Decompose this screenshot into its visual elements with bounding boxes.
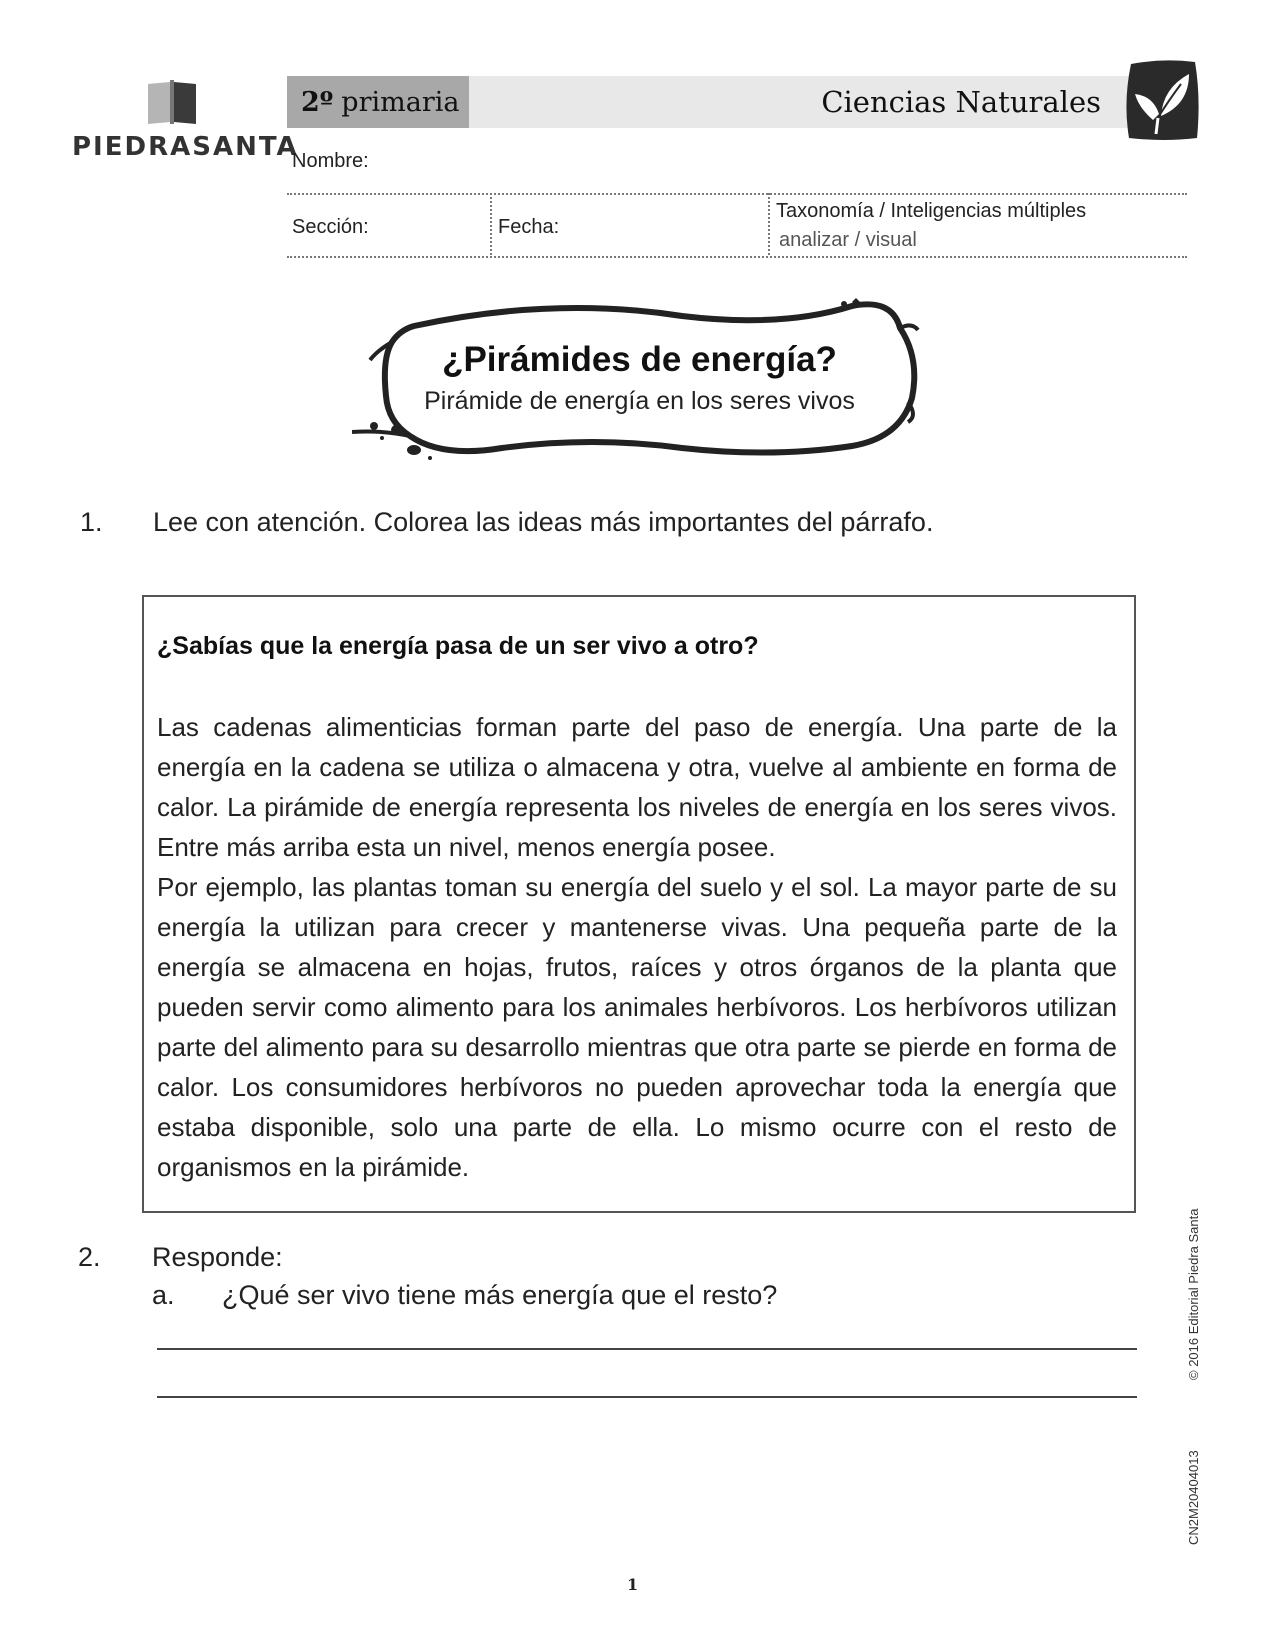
title-splash-frame bbox=[352, 298, 927, 473]
leaf-icon bbox=[1123, 58, 1201, 142]
question-number: 2. bbox=[78, 1242, 101, 1272]
answer-line bbox=[157, 1348, 1137, 1350]
grade-label: primaria bbox=[341, 86, 460, 118]
taxonomy-label: Taxonomía / Inteligencias múltiples bbox=[776, 200, 1087, 222]
question-number: 1. bbox=[80, 507, 103, 537]
sub-question-letter: a. bbox=[152, 1280, 175, 1310]
divider-line bbox=[287, 256, 1187, 258]
reading-paragraph: Por ejemplo, las plantas toman su energía del suelo y el sol. La mayor parte de su energía la utilizan para crecer y mantenerse vivas. Una pequeña parte de la energía se almacena en hojas, frutos, raíces y otros órganos de la planta que pueden servir como alimento para los animales herbívoros. Los herbívoros utilizan parte del alimento para su desarrollo mientras que otra parte se pierde en forma de calor. Los consumidores herbívoros no pueden aprovechar toda la energía que estaba disponible, solo una parte de ella. Lo mismo ocurre con el resto de organismos en la pirámide. bbox=[157, 872, 1117, 1182]
subject-title: Ciencias Naturales bbox=[821, 85, 1101, 119]
subject-band bbox=[469, 76, 1129, 128]
section-label: Sección: bbox=[292, 216, 369, 238]
book-icon bbox=[146, 78, 198, 126]
question-text: Responde: bbox=[152, 1242, 283, 1272]
question-text: Lee con atención. Colorea las ideas más importantes del párrafo. bbox=[153, 507, 934, 537]
page-title: ¿Pirámides de energía? bbox=[442, 340, 837, 379]
grade-number: 2º bbox=[301, 86, 334, 118]
copyright-note: © 2016 Editorial Piedra Santa bbox=[1186, 1208, 1201, 1380]
reading-text bbox=[157, 707, 1117, 1187]
page-number: 1 bbox=[627, 1575, 639, 1594]
reading-paragraph: Las cadenas alimenticias forman parte del paso de energía. Una parte de la energía en la cadena se utiliza o almacena y otra, vuelve al ambiente en forma de calor. La pirámide de energía representa los niveles de energía en los seres vivos. Entre más arriba esta un nivel, menos energía posee. bbox=[157, 712, 1117, 862]
page-subtitle: Pirámide de energía en los seres vivos bbox=[424, 387, 855, 415]
reading-heading: ¿Sabías que la energía pasa de un ser vivo a otro? bbox=[157, 632, 759, 660]
date-label: Fecha: bbox=[498, 216, 560, 238]
divider-line bbox=[287, 193, 1187, 195]
sub-question-text: ¿Qué ser vivo tiene más energía que el resto? bbox=[222, 1280, 778, 1310]
answer-line bbox=[157, 1396, 1137, 1398]
grade-badge bbox=[287, 76, 469, 128]
divider-line bbox=[768, 193, 770, 255]
document-code: CN2M20404013 bbox=[1186, 1450, 1201, 1545]
taxonomy-value: analizar / visual bbox=[779, 229, 917, 251]
divider-line bbox=[490, 193, 492, 255]
brand-logo: PIEDRASANTA bbox=[72, 132, 299, 162]
name-label: Nombre: bbox=[292, 150, 369, 172]
